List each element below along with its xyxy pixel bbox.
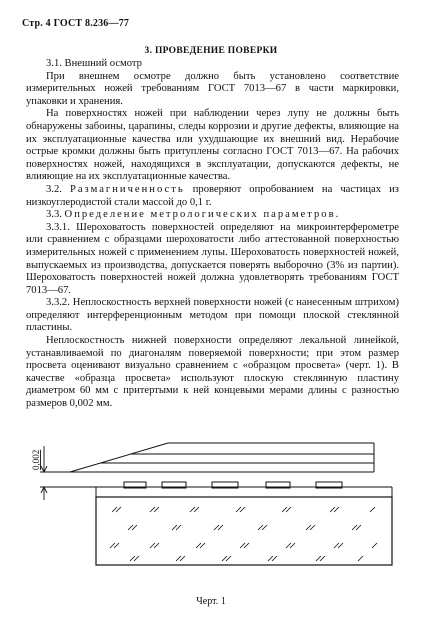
paragraph-lower-surface: Неплоскостность нижней поверхности определяют лекальной линейкой, устанавливаемой по диагоналям поверяемой поверхности; при этом размер просвета оценивают визуально сравнением с «образцом просвета» (черт. 1). В качестве «образца просвета» используют плоскую стеклянную пластину диаметром 60 мм с притертыми к ней концевыми мерами длины с разностью размеров 0,002 мм.	[26, 335, 399, 410]
figure-caption: Черт. 1	[196, 596, 226, 607]
straightedge-ruler	[70, 443, 374, 472]
dimension-label: 0,002	[31, 449, 41, 470]
clause-3-3-2: 3.3.2. Неплоскостность верхней поверхности ножей (с нанесенным штрихом) определяют интерференционным методом при помощи плоской стеклянной пластины.	[26, 297, 399, 334]
clause-3-3-term: Определение метрологических параметров.	[64, 209, 341, 221]
clause-3-1-heading: 3.1. Внешний осмотр	[46, 58, 142, 69]
section-title: 3. ПРОВЕДЕНИЕ ПОВЕРКИ	[144, 46, 278, 56]
paragraph-surface-defects: На поверхностях ножей при наблюдении через лупу не должны быть обнаружены забоины, царапины, следы коррозии и другие дефекты, влияющие на их эксплуатационные качества или ухудшающие их внешний вид. Нерабочие острые кромки должны быть притуплены согласно ГОСТ 7013—67. На рабочих поверхностях ножей, находящихся в эксплуатации, допускаются дефекты, не влияющие на их эксплуатационные качества.	[26, 108, 399, 183]
clause-3-3-1: 3.3.1. Шероховатость поверхностей определяют на микроинтерферометре или сравнением с образцами шероховатости либо аттестованной поверхностью измерительных ножей с применением лупы. Шероховатость поверхностей ножей, выпускаемых из производства, допускается поверять выборочно (3% из партии). Шероховатость поверхностей ножей должна удовлетворять требованиям ГОСТ 7013—67.	[26, 221, 399, 296]
dimension-marker	[40, 446, 96, 500]
glass-plate	[96, 497, 392, 565]
glass-hatching	[110, 507, 377, 561]
gauge-blocks	[96, 482, 392, 497]
clause-3-2-number: 3.2.	[46, 183, 62, 195]
paragraph-external-inspection: При внешнем осмотре должно быть установлено соответствие измерительных ножей требованиям ГОСТ 7013—67 в части маркировки, упаковки и хранения.	[26, 70, 399, 107]
clause-3-3-number: 3.3.	[46, 209, 62, 221]
page-header: Стр. 4 ГОСТ 8.236—77	[22, 18, 130, 29]
clause-3-2-term: Размагниченность	[69, 183, 185, 195]
clause-3-2-text: проверяют опробованием на частицах из низкоуглеродистой стали массой до 0,1 г.	[26, 183, 399, 208]
